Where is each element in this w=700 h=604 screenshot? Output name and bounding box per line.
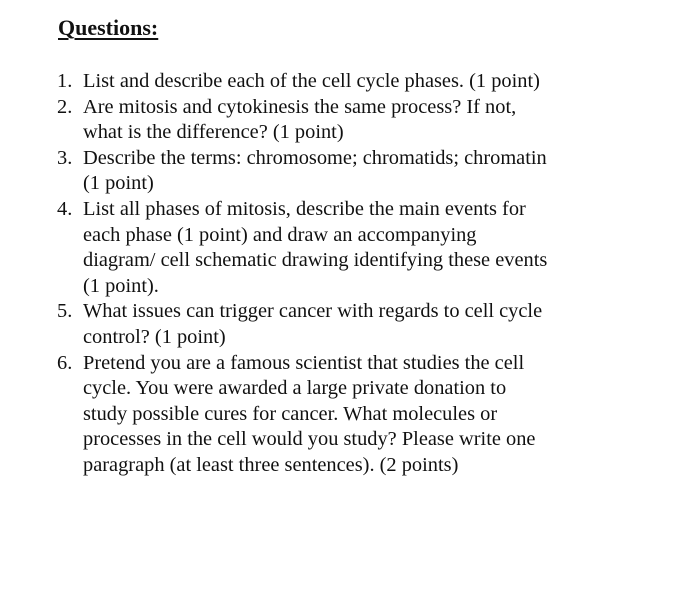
question-line: paragraph (at least three sentences). (2 points) — [83, 453, 459, 476]
question-text — [83, 69, 540, 95]
question-text — [83, 299, 542, 350]
question-line: List all phases of mitosis, describe the main events for — [83, 197, 526, 220]
question-line: Are mitosis and cytokinesis the same process? If not, — [83, 95, 517, 118]
question-number: 1. — [57, 70, 73, 92]
question-line: diagram/ cell schematic drawing identifying these events — [83, 249, 548, 272]
question-text — [83, 197, 547, 299]
question-item-4 — [57, 197, 657, 299]
question-line: cycle. You were awarded a large private donation to — [83, 377, 507, 400]
question-text — [83, 95, 516, 146]
question-list — [57, 69, 657, 479]
question-line: List and describe each of the cell cycle phases. (1 point) — [83, 70, 540, 92]
question-item-5 — [57, 299, 657, 350]
question-line: what is the difference? (1 point) — [83, 121, 344, 144]
question-line: control? (1 point) — [83, 325, 226, 348]
page-heading: Questions: — [58, 15, 159, 40]
question-line: each phase (1 point) and draw an accompanying — [83, 223, 477, 246]
question-text — [83, 146, 547, 197]
question-item-2 — [57, 95, 657, 146]
question-line: processes in the cell would you study? Please write one — [83, 428, 536, 451]
question-line: Describe the terms: chromosome; chromatids; chromatin — [83, 146, 547, 169]
question-item-3 — [57, 146, 657, 197]
question-number: 3. — [57, 146, 73, 169]
question-line: study possible cures for cancer. What molecules or — [83, 402, 498, 425]
question-number: 6. — [57, 351, 73, 374]
question-number: 5. — [57, 300, 73, 323]
question-line: (1 point). — [83, 274, 159, 297]
question-item-6 — [57, 351, 657, 479]
question-number: 2. — [57, 95, 73, 118]
question-text — [83, 351, 535, 479]
question-item-1 — [57, 69, 657, 95]
question-line: (1 point) — [83, 172, 154, 195]
question-line: Pretend you are a famous scientist that studies the cell — [83, 351, 525, 374]
question-line: What issues can trigger cancer with regards to cell cycle — [83, 300, 543, 323]
question-number: 4. — [57, 197, 73, 220]
